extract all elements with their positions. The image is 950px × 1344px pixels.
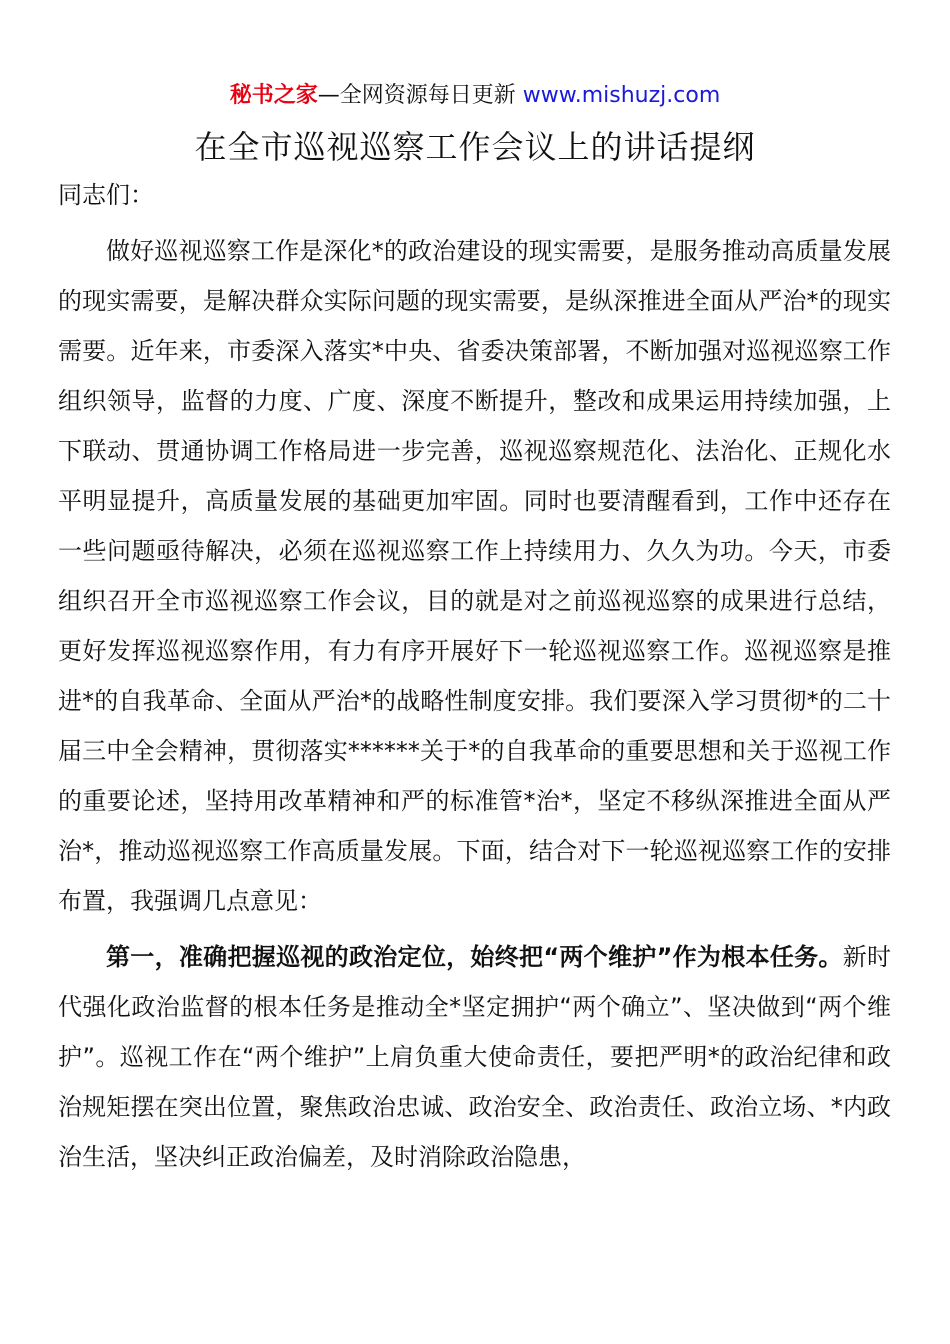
paragraph-intro: 做好巡视巡察工作是深化*的政治建设的现实需要，是服务推动高质量发展的现实需要，是解决群众实际问题的现实需要，是纵深推进全面从严治*的现实需要。近年来，市委深入落实*中央、省委决策部署，不断加强对巡视巡察工作组织领导，监督的力度、广度、深度不断提升，整改和成果运用持续加强，上下联动、贯通协调工作格局进一步完善，巡视巡察规范化、法治化、正规化水平明显提升，高质量发展的基础更加牢固。同时也要清醒看到，工作中还存在一些问题亟待解决，必须在巡视巡察工作上持续用力、久久为功。今天，市委组织召开全市巡视巡察工作会议，目的就是对之前巡视巡察的成果进行总结，更好发挥巡视巡察作用，有力有序开展好下一轮巡视巡察工作。巡视巡察是推进*的自我革命、全面从严治*的战略性制度安排。我们要深入学习贯彻*的二十届三中全会精神，贯彻落实******关于*的自我革命的重要思想和关于巡视工作的重要论述，坚持用改革精神和严的标准管*治*，坚定不移纵深推进全面从严治*，推动巡视巡察工作高质量发展。下面，结合对下一轮巡视巡察工作的安排布置，我强调几点意见：	[58, 237, 891, 915]
document-title: 在全市巡视巡察工作会议上的讲话提纲	[194, 128, 756, 166]
site-url-link[interactable]: www.mishuzj.com	[522, 83, 721, 108]
document-body	[58, 170, 891, 1182]
header-tagline: —全网资源每日更新	[317, 83, 523, 108]
paragraph-lead-sentence: 第一，准确把握巡视的政治定位，始终把“两个维护”作为根本任务。	[106, 943, 843, 971]
paragraph-body-text: 新时代强化政治监督的根本任务是推动全*坚定拥护“两个确立”、坚决做到“两个维护”。巡视工作在“两个维护”上肩负重大使命责任，要把严明*的政治纪律和政治规矩摆在突出位置，聚焦政治忠诚、政治安全、政治责任、政治立场、*内政治生活，坚决纠正政治偏差，及时消除政治隐患，	[58, 943, 891, 1171]
brand-name: 秘书之家	[229, 83, 318, 108]
paragraph-first-point	[58, 932, 891, 1182]
site-header	[0, 80, 950, 112]
salutation: 同志们：	[58, 181, 154, 209]
